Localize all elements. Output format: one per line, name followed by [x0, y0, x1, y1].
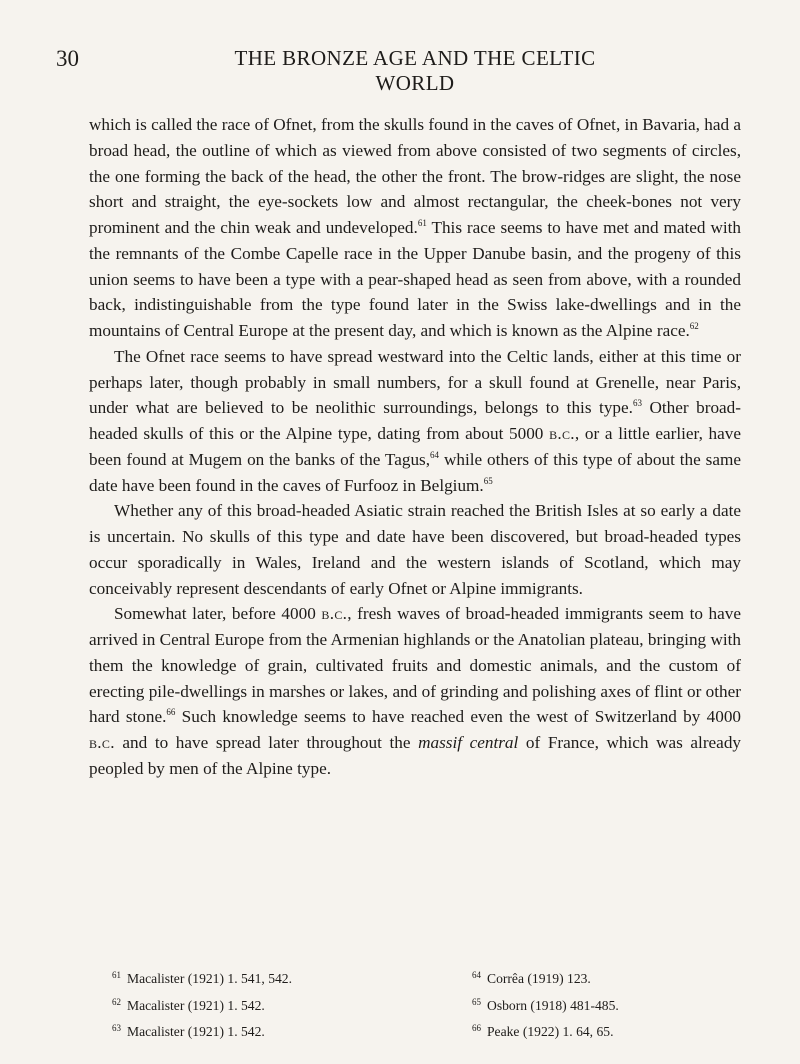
text-run: This race seems to have met and mated with the remnants of the Combe Capelle race in the Upper Danube basin, and the progeny of this union seems to have been a type with a pear-shaped head as seen from above, with a rounded back, indistinguishable from the type found later in the Swiss lake-dwellings and in the mountains of Central Europe at the present day, and which is known as the Alpine race. [89, 218, 741, 340]
page-header [0, 46, 800, 95]
small-caps-text: b.c. [549, 424, 575, 443]
footnote-number: 61 [112, 970, 121, 980]
small-caps-text: b.c. [321, 604, 348, 624]
footnote [112, 1017, 412, 1044]
footnote-number: 62 [112, 996, 121, 1007]
footnote-ref: 66 [166, 707, 176, 718]
footnote-ref: 64 [430, 449, 440, 460]
footnote-text: Peake (1922) 1. 64, 65. [487, 1024, 614, 1039]
text-run: Whether any of this broad-headed Asiatic strain reached the British Isles at so early a date is uncertain. No skulls of this type and date have been discovered, but broad-headed types occur sporadically in Wales, Ireland and the western islands of Scotland, which may conceivably represent descendants of early Ofnet or Alpine immigrants. [89, 501, 741, 598]
paragraph-1 [89, 112, 741, 344]
text-run: , or a little earlier, have been found at Mugem on the banks of the Tagus, [89, 424, 742, 469]
italic-text: massif central [418, 733, 519, 752]
text-run: , fresh waves of broad-headed immigrants seem to have arrived in Central Europe from the Armenian highlands or the Anatolian plateau, bringing with them the knowledge of grain, cultivated fruits and domestic animals, and the custom of erecting pile-dwellings in marshes or lakes, and of grinding and polishing axes of flint or other hard stone. [89, 604, 741, 727]
footnote-ref: 61 [417, 218, 427, 228]
footnote-ref: 63 [632, 398, 642, 409]
text-run: Other broad-headed skulls of this or the Alpine type, dating from about 5000 [89, 398, 741, 443]
paragraph-4 [89, 601, 741, 781]
footnote-ref: 62 [689, 321, 699, 331]
footnote [472, 1017, 772, 1044]
text-run: which is called the race of Ofnet, from the skulls found in the caves of Ofnet, in Bavaria, had a broad head, the outline of which as viewed from above consisted of two segments of circles, the one forming the back of the head, the other the front. The brow-ridges are slight, the nose short and straight, the eye-sockets low and almost rectangular, the cheek-bones not very prominent and the chin weak and undeveloped. [89, 115, 741, 237]
text-run: Such knowledge seems to have reached even the west of Switzerland by 4000 [175, 707, 742, 727]
footnote-text: Corrêa (1919) 123. [487, 971, 591, 986]
footnote-text: Macalister (1921) 1. 542. [127, 1024, 265, 1039]
text-run: of France, which was already peopled by men of the Alpine type. [89, 733, 742, 778]
footnote-number: 64 [472, 970, 481, 980]
footnotes-left-column [112, 964, 412, 1044]
footnote-text: Macalister (1921) 1. 541, 542. [127, 971, 292, 986]
text-run: Somewhat later, before 4000 [114, 604, 322, 624]
paragraph-2 [89, 344, 741, 499]
footnote-ref: 65 [483, 475, 493, 486]
footnote [472, 964, 772, 991]
text-run: The Ofnet race seems to have spread westward into the Celtic lands, either at this time or perhaps later, though probably in small numbers, for a skull found at Grenelle, near Paris, under what are believed to be neolithic surroundings, belongs to this type. [89, 346, 741, 418]
text-run: and to have spread later throughout the [114, 733, 419, 752]
footnote-number: 66 [472, 1023, 481, 1033]
footnotes-right-column [472, 964, 772, 1044]
footnote-number: 65 [472, 996, 481, 1007]
page-number: 30 [56, 46, 79, 71]
footnote-number: 63 [112, 1023, 121, 1033]
running-head: THE BRONZE AGE AND THE CELTIC WORLD [234, 46, 596, 95]
text-run: while others of this type of about the same date have been found in the caves of Furfooz in Belgium. [89, 449, 741, 495]
paragraph-3 [89, 498, 741, 601]
footnote [472, 991, 772, 1018]
footnote-text: Osborn (1918) 481-485. [487, 997, 619, 1013]
small-caps-text: b.c. [89, 733, 115, 752]
footnote-text: Macalister (1921) 1. 542. [127, 997, 265, 1013]
footnote [112, 991, 412, 1018]
footnote [112, 964, 412, 991]
body-text [89, 112, 741, 782]
